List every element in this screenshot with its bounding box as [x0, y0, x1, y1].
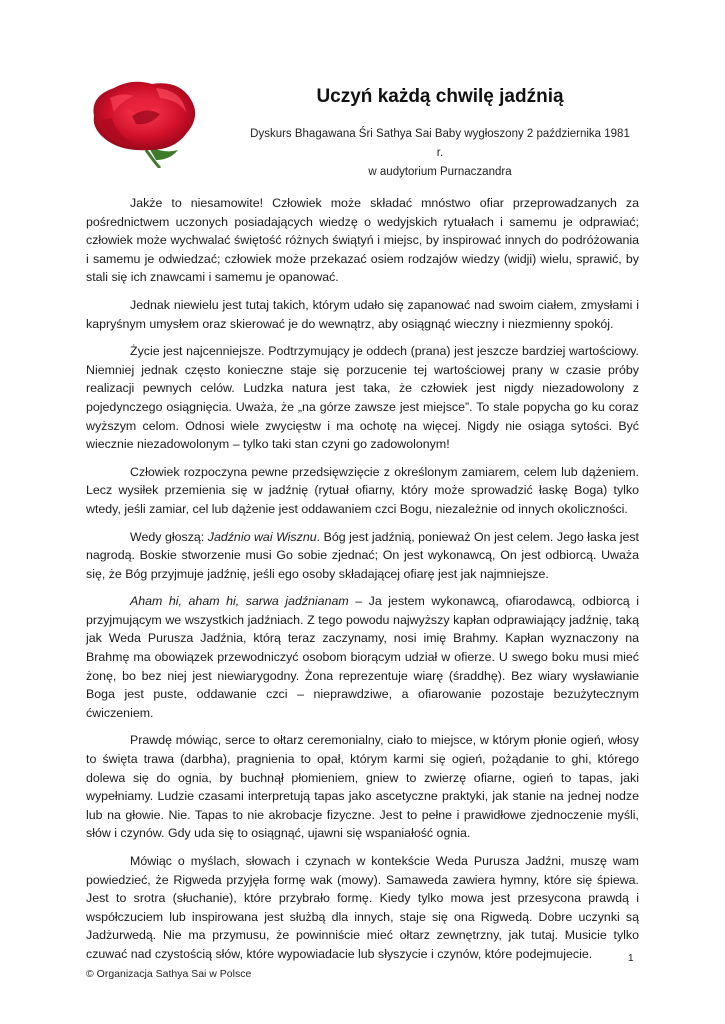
- document-title: Uczyń każdą chwilę jadźnią: [316, 86, 564, 107]
- paragraph: Człowiek rozpoczyna pewne przedsięwzięcie z określonym zamiarem, celem lub dążeniem. Lecz wysiłek przemienia się w jadźnię (rytuał ofiarny, który może sprowadzić łaskę Boga) tylko wtedy, jeśli zamiar, cel lub dążenie jest oddawaniem czci Bogu, niezależnie od innych okoliczności.: [86, 464, 639, 516]
- paragraph-rest: – Ja jestem wykonawcą, ofiarodawcą, odbiorcą i przyjmującym we wszystkich jadźniach. Z tego powodu najwyższy kapłan odprawiający jadźnię, taką jak Weda Purusza Jadźnia, którą teraz zaczynamy, nosi imię Brahmy. Kapłan wyznaczony na Brahmę ma obowiązek przewodniczyć osobom biorącym udział w ofierze. U swego boku musi mieć żonę, bo bez niej jest niewiarygodny. Żona reprezentuje wiarę (śraddhę). Bez wiary wysławianie Boga jest puste, oddawanie czci – nieprawdziwe, a ofiarowanie pozostaje bezużytecznym ćwiczeniem.: [86, 594, 639, 720]
- footer: © Organizacja Sathya Sai w Polsce: [86, 968, 252, 980]
- subtitle-line: w audytorium Purnaczandra: [368, 166, 512, 178]
- paragraph: Życie jest najcenniejsze. Podtrzymujący je oddech (prana) jest jeszcze bardziej wartościowy. Niemniej jednak często konieczne staje się porzucenie tej wartościowej prany w czasie próby realizacji pewnych celów. Ludzka natura jest taka, że człowiek jest nigdy niezadowolony z pojedynczego osiągnięcia. Uważa, że „na górze zawsze jest miejsce”. To stale popycha go ku coraz wyższym celom. Odnosi wiele zwycięstw i ma ochotę na więcej. Nigdy nie osiąga sytości. Być wiecznie niezadowolonym – tylko taki stan czyni go zadowolonym!: [86, 344, 639, 452]
- paragraph: Jakże to niesamowite! Człowiek może składać mnóstwo ofiar przeprowadzanych za pośrednictwem uczonych posiadających wiedzę o wedyjskich rytuałach i samemu je odprawiać; człowiek może wychwalać świętość różnych świątyń i miejsc, by inspirować innych do podróżowania i samemu je odwiedzać; człowiek może przekazać osiem rodzajów wiedzy (widji) wielu, sprawić, by stali się ich znawcami i samemu je opanować.: [86, 196, 639, 285]
- document-body: [86, 194, 639, 973]
- subtitle-line: Dyskurs Bhagawana Śri Sathya Sai Baby wygłoszony 2 października 1981 r.: [250, 128, 630, 159]
- paragraph: Mówiąc o myślach, słowach i czynach w kontekście Weda Purusza Jadźni, muszę wam powiedzieć, że Rigweda przyjęła formę wak (mowy). Samaweda zawiera hymny, które się śpiewa. Jest to srotra (słuchanie), które przybrało formę. Kiedy tylko mowa jest przesycona prawdą i współczuciem lub inspirowana jest służbą dla innych, staje się ona Rigwedą. Dobre uczynki są Jadżurwedą. Nie ma przymusu, że powinniście mieć ołtarz zewnętrzny, jak tutaj. Musicie tylko czuwać nad czystością słów, które wypowiadacie lub słyszycie i czynów, które podejmujecie.: [86, 854, 639, 961]
- red-rose-image: [86, 76, 202, 168]
- page-number: 1: [628, 953, 634, 964]
- sanskrit-quote: Aham hi, aham hi, sarwa jadźnianam: [130, 594, 349, 609]
- paragraph: [86, 528, 639, 584]
- sanskrit-quote: Jadźnio wai Wisznu: [207, 529, 317, 544]
- paragraph: Jednak niewielu jest tutaj takich, którym udało się zapanować nad swoim ciałem, zmysłami i kapryśnym umysłem oraz skierować je do wewnątrz, aby osiągnąć wieczny i niezmienny spokój.: [86, 297, 639, 331]
- paragraph: Prawdę mówiąc, serce to ołtarz ceremonialny, ciało to miejsce, w którym płonie ogień, włosy to święta trawa (darbha), pragnienia to opał, którym karmi się ogień, pożądanie to ghi, którego dolewa się do ognia, by buchnął płomieniem, gniew to zwierzę ofiarne, ogień to tapas, jaki wypełniamy. Ludzie czasami interpretują tapas jako ascetyczne praktyki, jak stanie na jednej nodze lub na głowie. Nie. Tapas to nie akrobacje fizyczne. Jest to pełne i prawidłowe zjednoczenie myśli, słów i czynów. Gdy uda się to osiągnąć, ujawni się wspaniałość ognia.: [86, 733, 639, 841]
- paragraph-rest: . Bóg jest jadźnią, ponieważ On jest celem. Jego łaska jest nagrodą. Boskie stworzenie musi Go sobie zjednać; On jest wykonawcą, On jest odbiorcą. Uważa się, że Bóg przyjmuje jadźnię, jeśli ego osoby składającej ofiarę jest jak najmniejsze.: [86, 529, 640, 581]
- paragraph-lead: Wedy głoszą:: [130, 529, 208, 544]
- paragraph: [86, 592, 639, 722]
- document-subtitle: [250, 125, 630, 182]
